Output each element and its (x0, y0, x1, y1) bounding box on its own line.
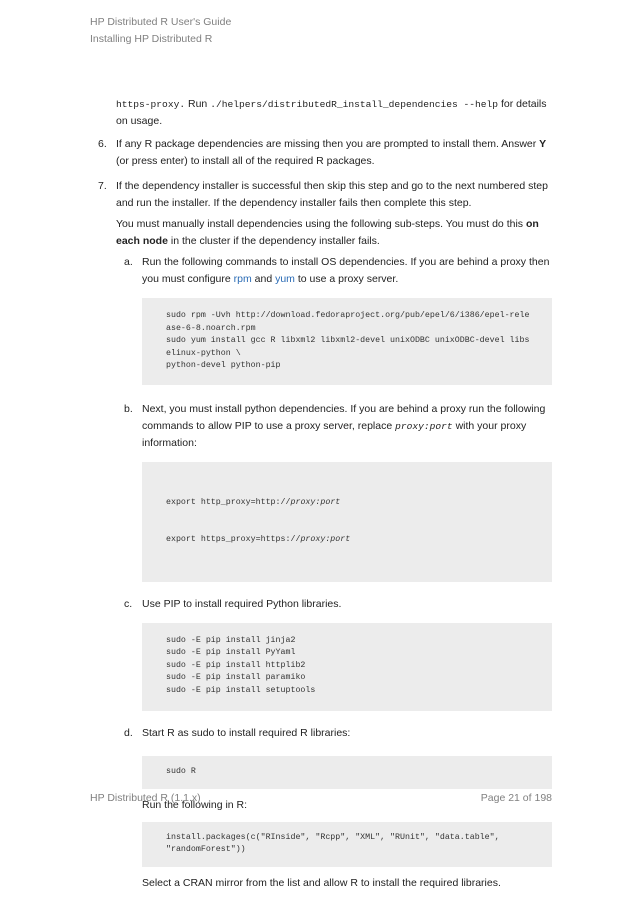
substep-b-text: Next, you must install python dependencies. If you are behind a proxy run the following commands to allow PIP to use a proxy server, replace (142, 402, 546, 432)
install-packages-code: install.packages(c("RInside", "Rcpp", "XML", "RUnit", "data.table", "randomForest")) (142, 822, 552, 867)
manual-note (90, 216, 552, 250)
step-7-number: 7. (98, 180, 107, 192)
substep-d-text: Start R as sudo to install required R libraries: (142, 727, 351, 739)
page-content (90, 96, 552, 897)
intro-rest: for details on usage. (116, 98, 547, 127)
substep-a-text2: to use a proxy server. (294, 273, 399, 285)
step-7-text: If the dependency installer is successful then skip this step and go to the next numbered step and run the installer. If the dependency installer fails then complete this step. (116, 180, 548, 209)
http-proxy-prefix: export http_proxy=http:// (166, 497, 291, 507)
https-proxy-prefix: export https_proxy=https:// (166, 535, 301, 544)
substep-a-and: and (251, 273, 276, 285)
cran-mirror-text: Select a CRAN mirror from the list and allow R to install the required libraries. (142, 876, 501, 889)
substep-b-letter: b. (124, 402, 133, 415)
substep-d (116, 725, 552, 892)
header-guide-title: HP Distributed R User's Guide (90, 16, 232, 28)
https-proxy-line (166, 534, 532, 547)
substep-a-code: sudo rpm -Uvh http://download.fedoraproject.org/pub/epel/6/i386/epel-release-6-8.noarch.rpm sudo yum install gcc R libxml2 libxml2-devel unixODBC unixODBC-devel libselinux-python \ python-devel python-pip (142, 298, 552, 385)
manual-text2: in the cluster if the dependency installer fails. (167, 235, 380, 247)
yum-link[interactable]: yum (275, 273, 295, 285)
intro-run: Run (185, 98, 211, 110)
footer-page-number: Page 21 of 198 (480, 792, 552, 804)
manual-text: You must manually install dependencies using the following sub-steps. You must do this (116, 218, 526, 230)
step-7 (90, 178, 552, 212)
run-in-r-text: Run the following in R: (142, 798, 248, 811)
manual-bold: on each node (116, 218, 539, 247)
step-6-text: If any R package dependencies are missing then you are prompted to install them. Answer (116, 138, 540, 150)
step-6-text2: (or press enter) to install all of the required R packages. (116, 155, 375, 167)
substep-c-text: Use PIP to install required Python libraries. (142, 597, 342, 610)
intro-command: ./helpers/distributedR_install_dependencies --help (210, 99, 499, 110)
substep-b-text2: with your proxy information: (142, 419, 527, 449)
substep-c-letter: c. (124, 597, 133, 610)
substep-b-inline-code: proxy:port (395, 420, 453, 432)
substep-a-letter: a. (124, 256, 133, 268)
substep-c (116, 596, 552, 712)
http-proxy-var: proxy:port (290, 497, 341, 507)
page-footer (90, 792, 552, 804)
substep-a-text-block (142, 254, 552, 288)
substep-b (116, 401, 552, 582)
https-proxy-var: proxy:port (300, 535, 351, 544)
step-6 (90, 136, 552, 170)
rpm-link[interactable]: rpm (233, 273, 252, 285)
header-section-title: Installing HP Distributed R (90, 33, 213, 45)
substep-b-text-block (142, 401, 552, 452)
http-proxy-line (166, 497, 532, 510)
substep-b-code (142, 462, 552, 582)
sudo-r-code: sudo R (142, 756, 552, 789)
step-6-number: 6. (98, 138, 107, 150)
intro-paragraph (90, 96, 552, 130)
page-header (90, 14, 231, 48)
footer-product: HP Distributed R (1.1.x) (90, 792, 201, 804)
substep-c-code: sudo -E pip install jinja2 sudo -E pip install PyYaml sudo -E pip install httplib2 sudo -E pip install paramiko sudo -E pip install setuptools (142, 623, 552, 712)
intro-code: https-proxy. (116, 99, 186, 110)
step-6-bold: Y (539, 138, 547, 150)
substep-a (116, 254, 552, 385)
substep-a-text: Run the following commands to install OS dependencies. If you are behind a proxy then you must configure (142, 256, 550, 285)
substep-d-letter: d. (124, 727, 133, 739)
